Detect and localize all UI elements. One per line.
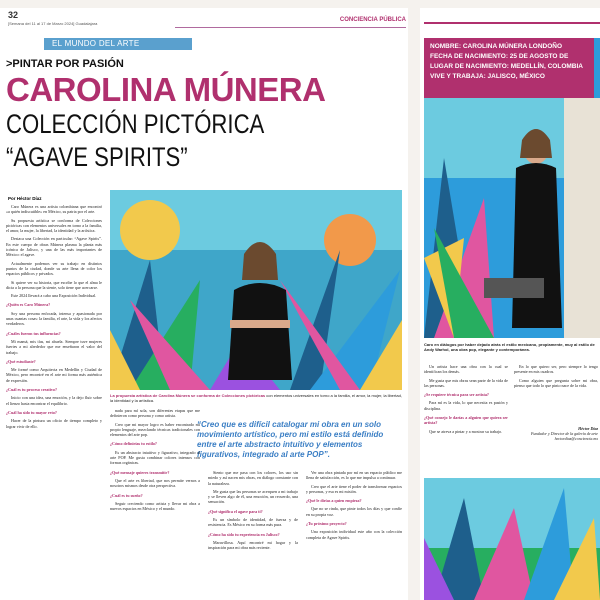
interview-question: ¿Quién es Caro Múnera? [6,302,51,308]
byline: Por Héctor Díaz [8,196,42,201]
signature-title: Fundador y Director de la galería de arte [530,431,598,436]
interview-question: ¿Qué estudiaste? [6,358,36,364]
interview-answer: Es un abstracto intuitivo y figurativo, integrado al arte POP. Me gusta combinar colores intensos con formas orgánicas. [110,449,200,466]
headline-title-line2: “AGAVE SPIRITS” [6,142,188,172]
interview-question: ¿Se requiere técnica para ser artista? [424,392,489,398]
paragraph: Destaca una Colección en particular: “Agave Spirits”. En este cuerpo de obras Múnera plasma la planta más icónica de Jalisco, y una de las más importantes de México: el agave. [6,236,102,258]
article-column-right-2 [514,364,598,424]
interview-answer: Para mí es la vida, lo que necesita es pasión y disciplina. [424,400,508,411]
paragraph: Me gusta que mis obras sean parte de la vida de las personas. [424,377,508,388]
paragraph: Este 2024 llevará a cabo una Exposición Individual. [11,293,97,299]
article-column-4 [306,470,402,598]
header-rule [175,27,406,28]
info-birth-place: LUGAR DE NACIMIENTO: MEDELLÍN, COLOMBIA [430,63,583,70]
interview-answer: Inicio con una idea, una emoción, y la dejo fluir sobre el lienzo hasta encontrar el equilibrio. [6,395,102,406]
info-birth-date: FECHA DE NACIMIENTO: 25 DE AGOSTO DE [430,53,569,60]
interview-answer: Una exposición individual este año con la colección completa de Agave Spirits. [306,529,402,540]
interview-answer: Soy una persona enfocada, intensa y apasionada por unas cuantas cosas: la familia, el arte, la vida y los afectos verdaderos. [6,310,102,327]
headline-title-line1: COLECCIÓN PICTÓRICA [6,109,265,139]
interview-question: ¿Cuál es tu proceso creativo? [6,387,58,393]
left-page [0,8,408,600]
info-name: NOMBRE: CAROLINA MÚNERA LONDOÑO [430,43,563,50]
paragraph: Me gusta que las personas se acerquen a mi trabajo y se lleven algo de él, una emoción, un recuerdo, una sensación. [208,488,298,505]
paragraph: Un artista hace una obra con la cual se identifican los demás. [424,364,508,375]
paragraph: Si quiere ver su historia, que escribe lo que el alma le dicta a la persona que la siente, solo tiene que acercarse. [6,279,102,290]
interview-answer: Me formé como Arquitecta en Medellín y Ciudad de México, pero encontré en el arte mi forma más auténtica de expresión. [6,367,102,383]
agave-detail-illustration [424,478,600,600]
caption-bold: La propuesta artística de Carolina Múnera se conforma de Colecciones pictóricas [110,393,266,398]
agave-painting-illustration [110,190,402,390]
paragraph: Ver una obra pintada por mí en un espacio público me llena de satisfacción, es lo que me impulsa a continuar. [306,470,402,481]
paragraph: nada para mí sola, son diferentes etapas que me definieron como persona y como artista. [110,408,200,419]
interview-question: ¿Qué significa el agave para ti? [208,508,263,514]
interview-answer: Que el arte es libertad, que nos permite vernos a nosotros mismos desde otra perspectiva. [110,477,200,489]
photo-caption [110,393,402,403]
header-rule [424,22,600,24]
paragraph: Siento que me pasa con los colores, los uso sin miedo y así nacen mis obras, en diálogo constante con la naturaleza. [208,470,298,486]
page-header [0,8,408,28]
interview-question: ¿Cuáles fueron tus influencias? [6,330,61,336]
interview-answer: Que no se rinda, que pinte todos los días y que confíe en su propia voz. [306,506,402,517]
article-column-right-1 [424,364,508,474]
interview-question: ¿Qué mensaje quieres transmitir? [110,469,170,475]
page-number: 32 [8,10,19,20]
interview-answer: Hacer de la pintura un oficio de tiempo completo y lograr vivir de ello. [6,418,102,429]
article-column-1 [6,204,102,598]
artist-info-box [424,38,594,98]
signature-link: hectordiaz@conciencia.mx [554,436,598,441]
artist-with-agave-painting-photo [110,190,402,390]
paragraph: Su propuesta artística se conforma de Colecciones pictóricas con elementos universales en torno a la familia, el amor, la mujer, la libertad, la identidad y la artística. [6,217,102,234]
paragraph: Creo que el arte tiene el poder de transformar espacios y personas, y esa es mi misión. [306,483,402,494]
signature-name: Héctor Díaz [578,426,598,431]
pull-quote: “Creo que es difícil catalogar mi obra en un solo movimiento artístico, pero mi estilo está definido entre el arte abstracto intuitivo y elementos figurativos, integrado al arte POP”. [197,420,384,459]
interview-question: ¿Cuál es tu sueño? [110,492,143,498]
photo-caption: Caro en diálogos por haber dejado atrás el estilo mexicano, propiamente, muy al estilo de Andy Warhol, una obra pop, elegante y contemporánea. [424,342,595,352]
interview-question: ¿Qué consejo le darías a alguien que quiera ser artista? [424,415,508,426]
paragraph: Como alguien que pregunta sobre mi obra, pienso que todo lo que pinto nace de la vida. [514,377,598,388]
author-signature [514,426,598,441]
publication-name: CONCIENCIA PÚBLICA [339,17,406,23]
article-column-2 [110,408,200,598]
interview-answer: Mi mamá, mis tías, mi abuela. Siempre tuve mujeres fuertes a mi alrededor que me enseñaron el valor del trabajo. [6,338,102,355]
interview-question: ¿Cómo ha sido tu experiencia en Jalisco? [208,531,280,537]
paragraph: En lo que quiero ser, pero siempre lo tengo presente en mis cuadros. [514,364,598,375]
interview-question: ¿Qué le dirías a quien empieza? [306,498,362,504]
interview-answer: Seguir creciendo como artista y llevar mi obra a nuevos espacios en México y el mundo. [110,500,200,512]
paragraph: Caro Múnera es una artista colombiana que encontró «a quién indiscutible» en México, su patria por el arte. [6,204,102,215]
right-page [420,8,600,600]
interview-question: ¿Tu próximo proyecto? [306,521,347,527]
kicker: >PINTAR POR PASIÓN [6,58,124,70]
interview-question: ¿Cómo definirías tu estilo? [110,441,157,447]
headline-name: CAROLINA MÚNERA [6,71,326,108]
interview-answer: Que se atreva a pintar y a mostrar su trabajo. [429,428,503,434]
article-column-3 [208,470,298,598]
interview-answer: Maravillosa. Aquí encontré mi hogar y la inspiración para mi obra más reciente. [208,539,298,551]
dateline: [Semana del 11 al 17 de Marzo 2024] Guadalajara [8,21,98,26]
interview-answer: Es un símbolo de identidad, de fuerza y de resistencia. Es México en su forma más pura. [208,517,298,528]
interview-question: ¿Cuál ha sido tu mayor reto? [6,409,57,415]
caption-text: con elementos universales en torno a la familia, el amor, la mujer, la libertad, la identidad y la artística. [110,393,402,403]
paragraph: Actualmente podemos ver su trabajo en distintos puntos de la ciudad, donde su arte llena de color los espacios públicos y privados. [6,260,102,277]
info-residence: VIVE Y TRABAJA: JALISCO, MÉXICO [430,73,545,80]
section-label: EL MUNDO DEL ARTE [44,38,192,50]
paragraph: Creo que mi mayor logro es haber encontrado mi propio lenguaje, mezclando técnicas tradicionales con elementos del arte pop. [110,421,200,438]
agave-detail-photo [424,478,600,600]
